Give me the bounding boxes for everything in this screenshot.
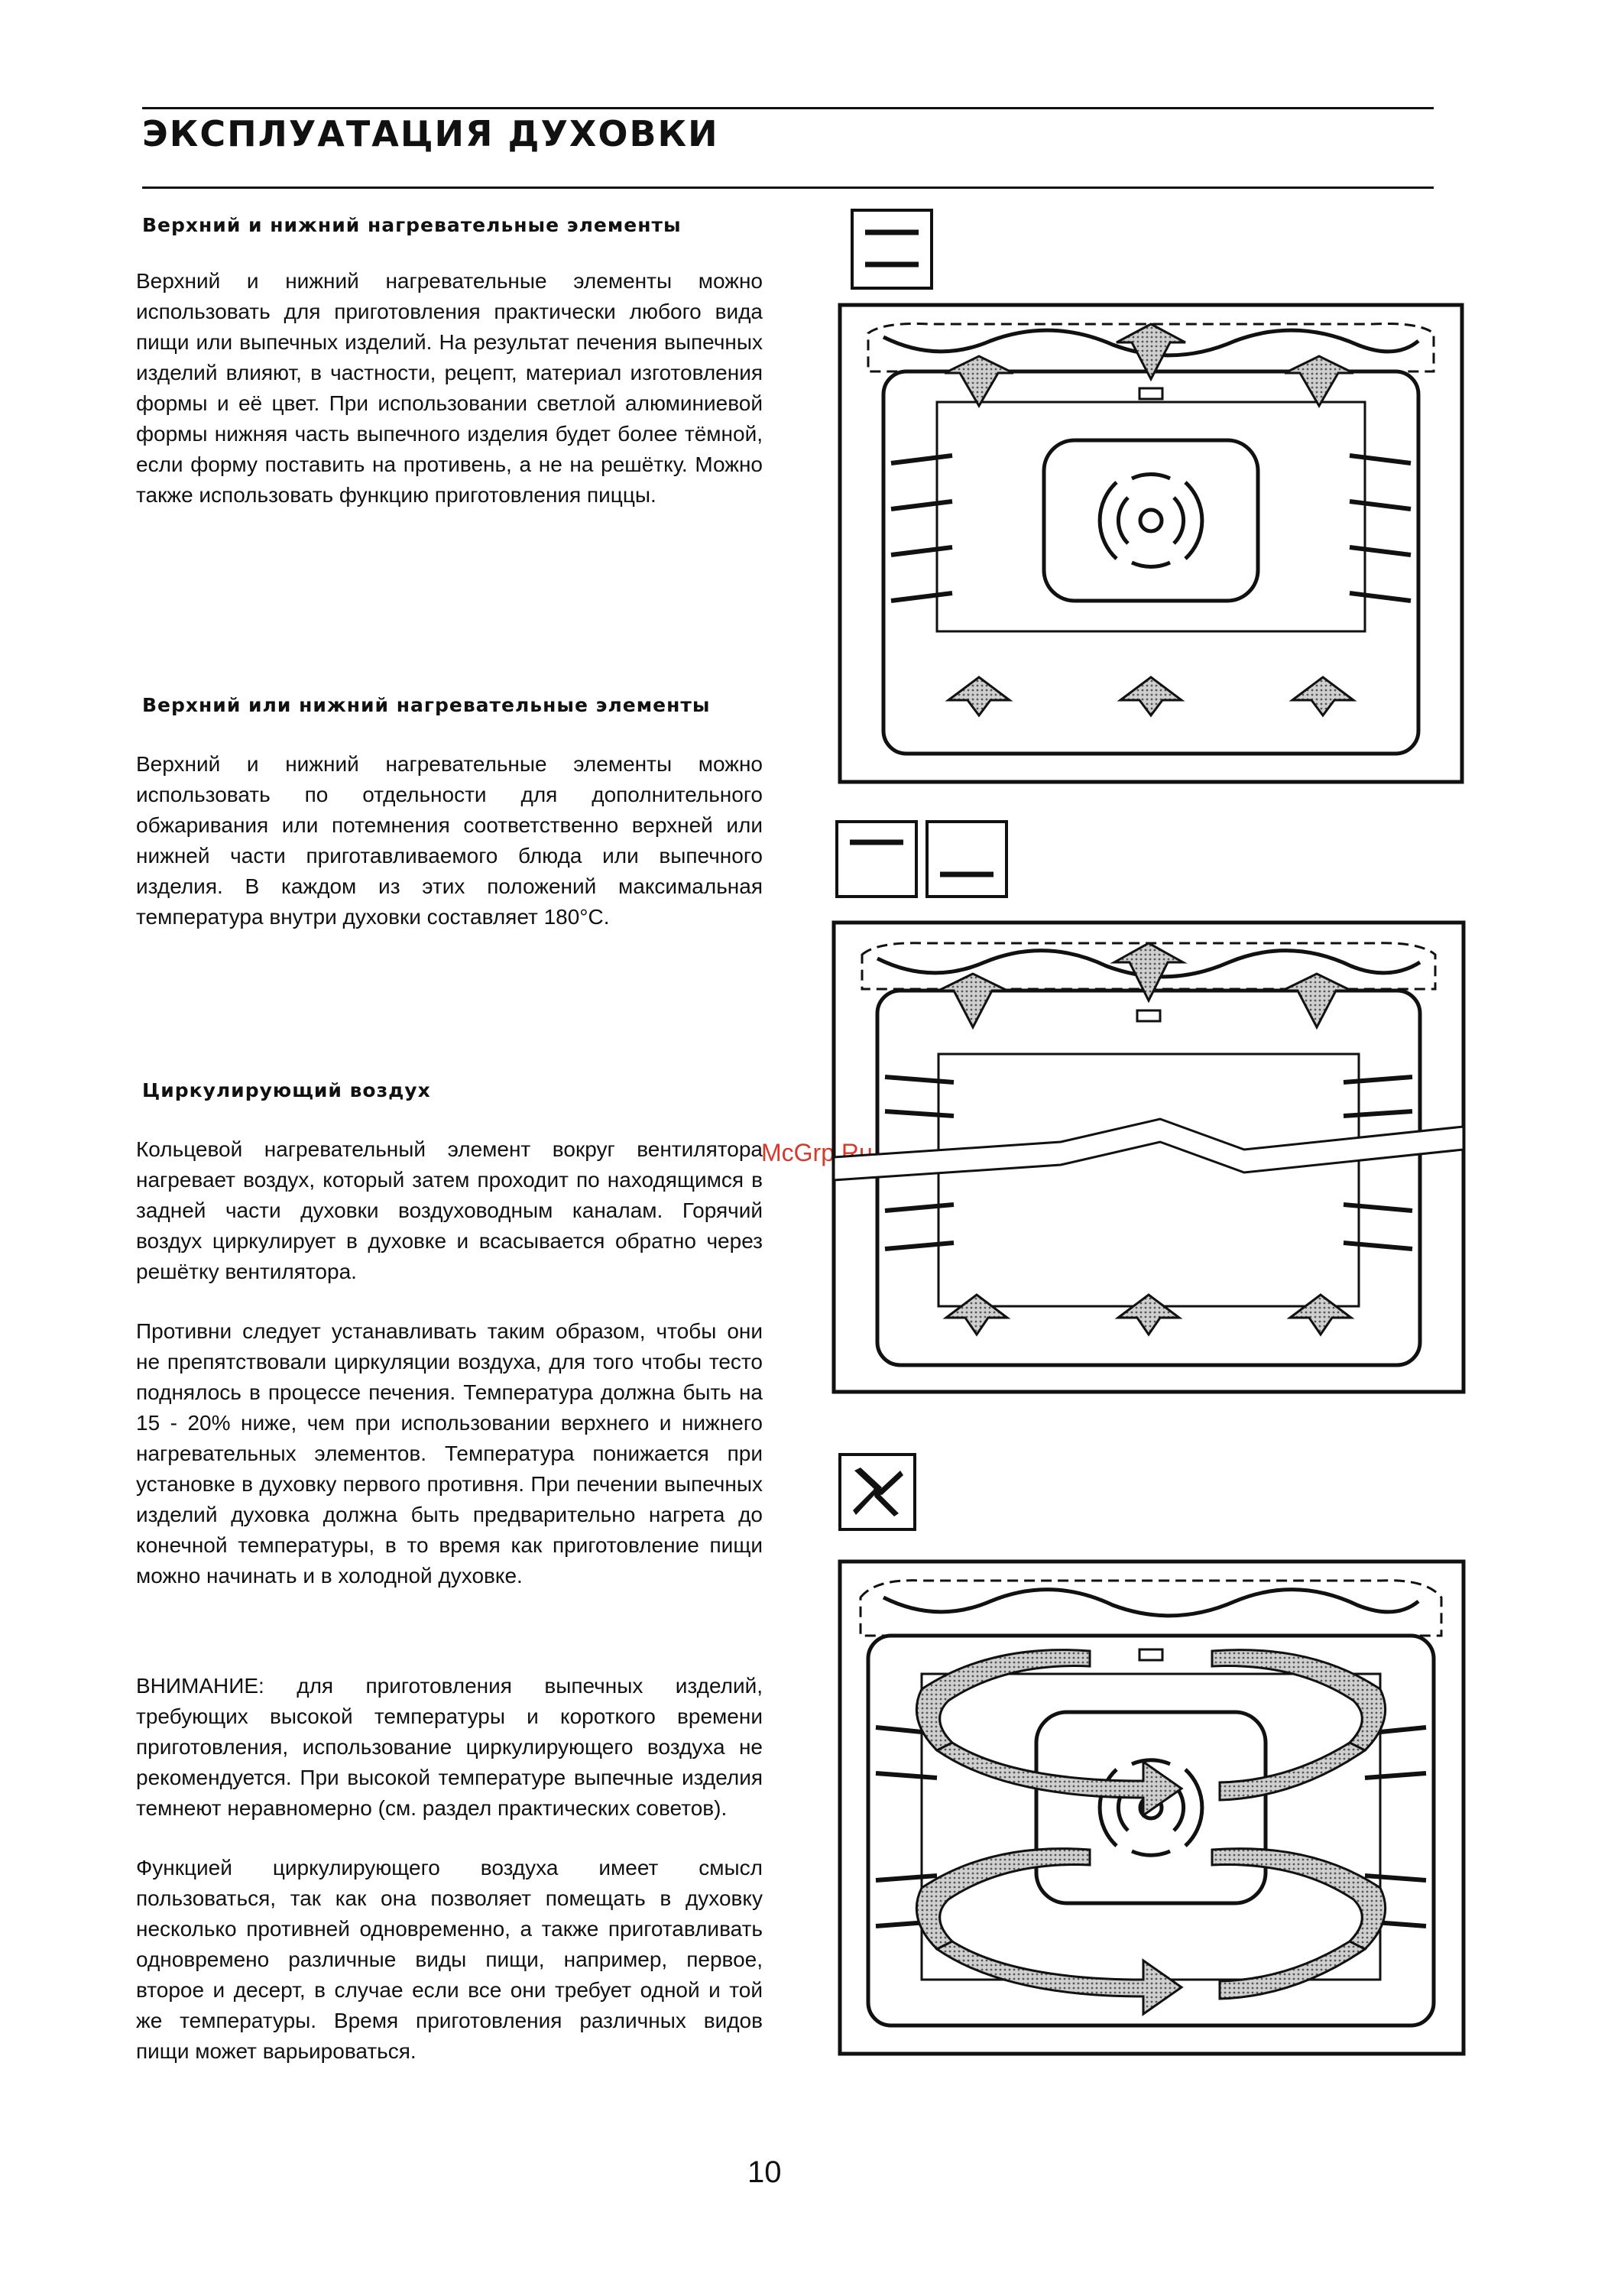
section-paragraph: Верхний и нижний нагревательные элементы можно использовать для приготовления практически любого вида пищи или выпечных изделий. На результат печения выпечных изделий влияют, в частности, рецепт, материал изготовления формы и её цвет. При использовании светлой алюминиевой формы нижняя часть выпечного изделия будет более тёмной, если форму поставить на противень, а не на решётку. Можно также использовать функцию приготовления пиццы. <box>136 269 763 507</box>
watermark: McGrp.Ru <box>761 1139 873 1166</box>
page-title: ЭКСПЛУАТАЦИЯ ДУХОВКИ <box>142 113 719 154</box>
top-and-bottom-heat-icon <box>850 208 934 290</box>
header-rule-top <box>142 107 1434 109</box>
section-paragraph: Функцией циркулирующего воздуха имеет смысл пользоваться, так как она позволяет помещать в духовку несколько противней одновременно, а также приготавливать одновремено различные виды пищи, например, первое, второе и десерт, в случае если все они требует одной и той же температуры. Время приготовления различных видов пищи может варьироваться. <box>136 1856 763 2063</box>
page-number: 10 <box>747 2155 782 2189</box>
section-paragraph: ВНИМАНИЕ: для приготовления выпечных изделий, требующих высокой температуры и короткого времени приготовления, использование циркулирующего воздуха не рекомендуется. При высокой температуре выпечные изделия темнеют неравномерно (см. раздел практических советов). <box>136 1674 763 1820</box>
section-heading-top-bottom-heat: Верхний и нижний нагревательные элементы <box>142 214 682 236</box>
section-heading-circulating-air: Циркулирующий воздух <box>142 1079 431 1101</box>
oven-diagram-circulating-air <box>838 1559 1466 2056</box>
oven-diagram-top-bottom <box>838 303 1464 784</box>
header-rule-bottom <box>142 186 1434 189</box>
top-heat-icon <box>835 819 919 899</box>
section-paragraph: Кольцевой нагревательный элемент вокруг вентилятора нагревает воздух, который затем проходит по находящимся в задней части духовки воздуховодным каналам. Горячий воздух циркулирует в духовке и всасывается обратно через решётку вентилятора. <box>136 1137 763 1283</box>
section-heading-top-or-bottom-heat: Верхний или нижний нагревательные элементы <box>142 694 711 716</box>
section-paragraph: Верхний и нижний нагревательные элементы можно использовать по отдельности для дополнительного обжаривания или потемнения соответственно верхней или нижней части приготавливаемого блюда или выпечного изделия. В каждом из этих положений максимальная температура внутри духовки составляет 180°C. <box>136 752 763 929</box>
oven-diagram-top-or-bottom <box>831 920 1466 1394</box>
fan-icon <box>838 1452 917 1532</box>
bottom-heat-icon <box>925 819 1009 899</box>
section-paragraph: Противни следует устанавливать таким образом, чтобы они не препятствовали циркуляции воздуха, для того чтобы тесто поднялось в процессе печения. Температура должна быть на 15 - 20% ниже, чем при использовании верхнего и нижнего нагревательных элементов. Температура понижается при установке в духовку первого противня. При печении выпечных изделий духовка должна быть предварительно нагрета до конечной температуры, в то время как приготовление пищи можно начинать и в холодной духовке. <box>136 1319 763 1588</box>
